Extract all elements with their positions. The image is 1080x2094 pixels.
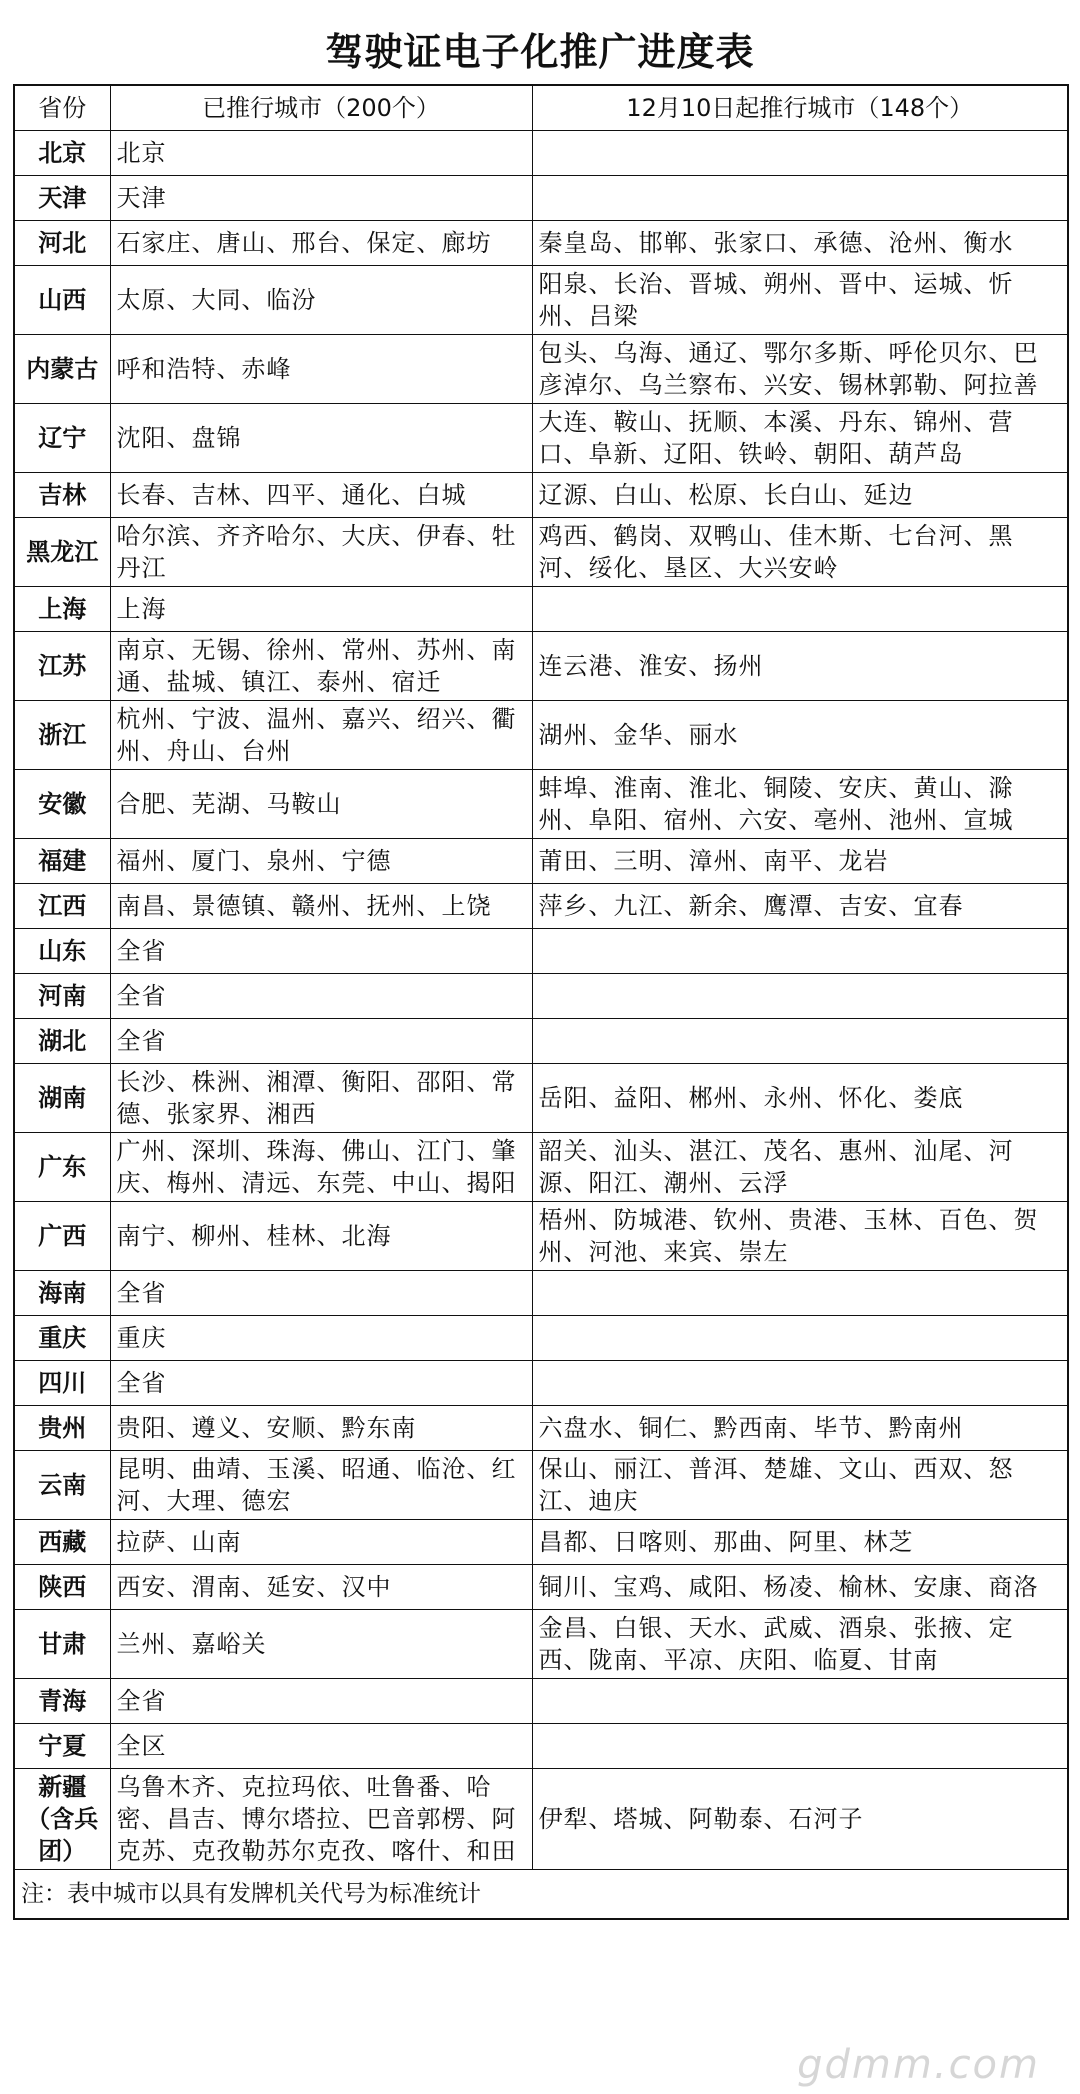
upcoming-cities-cell: 昌都、日喀则、那曲、阿里、林芝 bbox=[532, 1520, 1068, 1565]
upcoming-cities-cell: 六盘水、铜仁、黔西南、毕节、黔南州 bbox=[532, 1406, 1068, 1451]
province-cell: 云南 bbox=[14, 1451, 110, 1520]
launched-cities-cell: 全区 bbox=[110, 1724, 532, 1769]
table-row bbox=[14, 1316, 1068, 1361]
note-row bbox=[14, 1870, 1068, 1920]
launched-cities-cell: 全省 bbox=[110, 1679, 532, 1724]
launched-cities-cell: 全省 bbox=[110, 1271, 532, 1316]
table-row bbox=[14, 1202, 1068, 1271]
launched-cities-cell: 全省 bbox=[110, 1019, 532, 1064]
table-row bbox=[14, 1724, 1068, 1769]
table-row bbox=[14, 1451, 1068, 1520]
upcoming-cities-cell bbox=[532, 1271, 1068, 1316]
progress-table bbox=[13, 84, 1069, 1920]
province-cell: 辽宁 bbox=[14, 404, 110, 473]
table-row bbox=[14, 587, 1068, 632]
table-row bbox=[14, 1361, 1068, 1406]
launched-cities-cell: 贵阳、遵义、安顺、黔东南 bbox=[110, 1406, 532, 1451]
upcoming-cities-cell bbox=[532, 176, 1068, 221]
upcoming-cities-cell bbox=[532, 974, 1068, 1019]
province-cell: 宁夏 bbox=[14, 1724, 110, 1769]
table-row bbox=[14, 701, 1068, 770]
header-province: 省份 bbox=[14, 85, 110, 131]
province-cell: 山东 bbox=[14, 929, 110, 974]
launched-cities-cell: 上海 bbox=[110, 587, 532, 632]
upcoming-cities-cell: 秦皇岛、邯郸、张家口、承德、沧州、衡水 bbox=[532, 221, 1068, 266]
province-cell: 安徽 bbox=[14, 770, 110, 839]
table-row bbox=[14, 770, 1068, 839]
upcoming-cities-cell: 铜川、宝鸡、咸阳、杨凌、榆林、安康、商洛 bbox=[532, 1565, 1068, 1610]
launched-cities-cell: 长沙、株洲、湘潭、衡阳、邵阳、常德、张家界、湘西 bbox=[110, 1064, 532, 1133]
province-cell: 广东 bbox=[14, 1133, 110, 1202]
province-cell: 福建 bbox=[14, 839, 110, 884]
province-cell: 河南 bbox=[14, 974, 110, 1019]
launched-cities-cell: 天津 bbox=[110, 176, 532, 221]
province-cell: 湖北 bbox=[14, 1019, 110, 1064]
province-cell: 山西 bbox=[14, 266, 110, 335]
header-upcoming: 12月10日起推行城市（148个） bbox=[532, 85, 1068, 131]
upcoming-cities-cell: 鸡西、鹤岗、双鸭山、佳木斯、七台河、黑河、绥化、垦区、大兴安岭 bbox=[532, 518, 1068, 587]
table-row bbox=[14, 884, 1068, 929]
table-row bbox=[14, 974, 1068, 1019]
launched-cities-cell: 石家庄、唐山、邢台、保定、廊坊 bbox=[110, 221, 532, 266]
province-cell: 河北 bbox=[14, 221, 110, 266]
launched-cities-cell: 哈尔滨、齐齐哈尔、大庆、伊春、牡丹江 bbox=[110, 518, 532, 587]
watermark: gdmm.com bbox=[797, 2042, 1040, 2088]
launched-cities-cell: 全省 bbox=[110, 974, 532, 1019]
province-cell: 重庆 bbox=[14, 1316, 110, 1361]
province-cell: 贵州 bbox=[14, 1406, 110, 1451]
table-row bbox=[14, 1019, 1068, 1064]
upcoming-cities-cell: 保山、丽江、普洱、楚雄、文山、西双、怒江、迪庆 bbox=[532, 1451, 1068, 1520]
launched-cities-cell: 全省 bbox=[110, 929, 532, 974]
launched-cities-cell: 太原、大同、临汾 bbox=[110, 266, 532, 335]
table-row bbox=[14, 929, 1068, 974]
launched-cities-cell: 杭州、宁波、温州、嘉兴、绍兴、衢州、舟山、台州 bbox=[110, 701, 532, 770]
table-row bbox=[14, 335, 1068, 404]
table-row bbox=[14, 1520, 1068, 1565]
province-cell: 青海 bbox=[14, 1679, 110, 1724]
launched-cities-cell: 西安、渭南、延安、汉中 bbox=[110, 1565, 532, 1610]
province-cell: 海南 bbox=[14, 1271, 110, 1316]
province-cell: 内蒙古 bbox=[14, 335, 110, 404]
table-row bbox=[14, 176, 1068, 221]
upcoming-cities-cell: 连云港、淮安、扬州 bbox=[532, 632, 1068, 701]
table-row bbox=[14, 1133, 1068, 1202]
launched-cities-cell: 长春、吉林、四平、通化、白城 bbox=[110, 473, 532, 518]
launched-cities-cell: 乌鲁木齐、克拉玛依、吐鲁番、哈密、昌吉、博尔塔拉、巴音郭楞、阿克苏、克孜勒苏尔克孜、喀什、和田 bbox=[110, 1769, 532, 1870]
province-cell: 西藏 bbox=[14, 1520, 110, 1565]
province-cell: 吉林 bbox=[14, 473, 110, 518]
province-cell: 黑龙江 bbox=[14, 518, 110, 587]
launched-cities-cell: 沈阳、盘锦 bbox=[110, 404, 532, 473]
launched-cities-cell: 南宁、柳州、桂林、北海 bbox=[110, 1202, 532, 1271]
province-cell: 江西 bbox=[14, 884, 110, 929]
upcoming-cities-cell: 湖州、金华、丽水 bbox=[532, 701, 1068, 770]
table-row bbox=[14, 1064, 1068, 1133]
upcoming-cities-cell bbox=[532, 1679, 1068, 1724]
province-cell: 四川 bbox=[14, 1361, 110, 1406]
table-row bbox=[14, 839, 1068, 884]
table-row bbox=[14, 1565, 1068, 1610]
province-cell: 天津 bbox=[14, 176, 110, 221]
table-row bbox=[14, 1406, 1068, 1451]
province-cell: 新疆（含兵团） bbox=[14, 1769, 110, 1870]
upcoming-cities-cell: 金昌、白银、天水、武威、酒泉、张掖、定西、陇南、平凉、庆阳、临夏、甘南 bbox=[532, 1610, 1068, 1679]
table-header-row bbox=[14, 85, 1068, 131]
upcoming-cities-cell: 萍乡、九江、新余、鹰潭、吉安、宜春 bbox=[532, 884, 1068, 929]
launched-cities-cell: 拉萨、山南 bbox=[110, 1520, 532, 1565]
upcoming-cities-cell bbox=[532, 1316, 1068, 1361]
province-cell: 江苏 bbox=[14, 632, 110, 701]
upcoming-cities-cell bbox=[532, 1361, 1068, 1406]
table-row bbox=[14, 518, 1068, 587]
launched-cities-cell: 昆明、曲靖、玉溪、昭通、临沧、红河、大理、德宏 bbox=[110, 1451, 532, 1520]
table-row bbox=[14, 1769, 1068, 1870]
upcoming-cities-cell bbox=[532, 929, 1068, 974]
province-cell: 湖南 bbox=[14, 1064, 110, 1133]
table-row bbox=[14, 266, 1068, 335]
table-row bbox=[14, 473, 1068, 518]
upcoming-cities-cell: 大连、鞍山、抚顺、本溪、丹东、锦州、营口、阜新、辽阳、铁岭、朝阳、葫芦岛 bbox=[532, 404, 1068, 473]
upcoming-cities-cell: 阳泉、长治、晋城、朔州、晋中、运城、忻州、吕梁 bbox=[532, 266, 1068, 335]
launched-cities-cell: 兰州、嘉峪关 bbox=[110, 1610, 532, 1679]
province-cell: 陕西 bbox=[14, 1565, 110, 1610]
upcoming-cities-cell: 伊犁、塔城、阿勒泰、石河子 bbox=[532, 1769, 1068, 1870]
table-row bbox=[14, 1679, 1068, 1724]
table-note: 注：表中城市以具有发牌机关代号为标准统计 bbox=[14, 1870, 1068, 1920]
upcoming-cities-cell: 韶关、汕头、湛江、茂名、惠州、汕尾、河源、阳江、潮州、云浮 bbox=[532, 1133, 1068, 1202]
upcoming-cities-cell bbox=[532, 1724, 1068, 1769]
launched-cities-cell: 重庆 bbox=[110, 1316, 532, 1361]
upcoming-cities-cell: 辽源、白山、松原、长白山、延边 bbox=[532, 473, 1068, 518]
upcoming-cities-cell: 莆田、三明、漳州、南平、龙岩 bbox=[532, 839, 1068, 884]
province-cell: 北京 bbox=[14, 131, 110, 176]
province-cell: 甘肃 bbox=[14, 1610, 110, 1679]
table-row bbox=[14, 1610, 1068, 1679]
table-row bbox=[14, 632, 1068, 701]
launched-cities-cell: 南昌、景德镇、赣州、抚州、上饶 bbox=[110, 884, 532, 929]
launched-cities-cell: 福州、厦门、泉州、宁德 bbox=[110, 839, 532, 884]
launched-cities-cell: 北京 bbox=[110, 131, 532, 176]
launched-cities-cell: 全省 bbox=[110, 1361, 532, 1406]
upcoming-cities-cell bbox=[532, 131, 1068, 176]
table-row bbox=[14, 221, 1068, 266]
upcoming-cities-cell: 蚌埠、淮南、淮北、铜陵、安庆、黄山、滁州、阜阳、宿州、六安、亳州、池州、宣城 bbox=[532, 770, 1068, 839]
progress-table-container bbox=[13, 84, 1067, 1920]
province-cell: 浙江 bbox=[14, 701, 110, 770]
upcoming-cities-cell: 梧州、防城港、钦州、贵港、玉林、百色、贺州、河池、来宾、崇左 bbox=[532, 1202, 1068, 1271]
launched-cities-cell: 合肥、芜湖、马鞍山 bbox=[110, 770, 532, 839]
table-row bbox=[14, 131, 1068, 176]
province-cell: 广西 bbox=[14, 1202, 110, 1271]
header-launched: 已推行城市（200个） bbox=[110, 85, 532, 131]
upcoming-cities-cell: 岳阳、益阳、郴州、永州、怀化、娄底 bbox=[532, 1064, 1068, 1133]
province-cell: 上海 bbox=[14, 587, 110, 632]
launched-cities-cell: 南京、无锡、徐州、常州、苏州、南通、盐城、镇江、泰州、宿迁 bbox=[110, 632, 532, 701]
launched-cities-cell: 广州、深圳、珠海、佛山、江门、肇庆、梅州、清远、东莞、中山、揭阳 bbox=[110, 1133, 532, 1202]
table-row bbox=[14, 404, 1068, 473]
launched-cities-cell: 呼和浩特、赤峰 bbox=[110, 335, 532, 404]
upcoming-cities-cell: 包头、乌海、通辽、鄂尔多斯、呼伦贝尔、巴彦淖尔、乌兰察布、兴安、锡林郭勒、阿拉善 bbox=[532, 335, 1068, 404]
table-row bbox=[14, 1271, 1068, 1316]
page-title: 驾驶证电子化推广进度表 bbox=[325, 30, 755, 74]
upcoming-cities-cell bbox=[532, 1019, 1068, 1064]
upcoming-cities-cell bbox=[532, 587, 1068, 632]
